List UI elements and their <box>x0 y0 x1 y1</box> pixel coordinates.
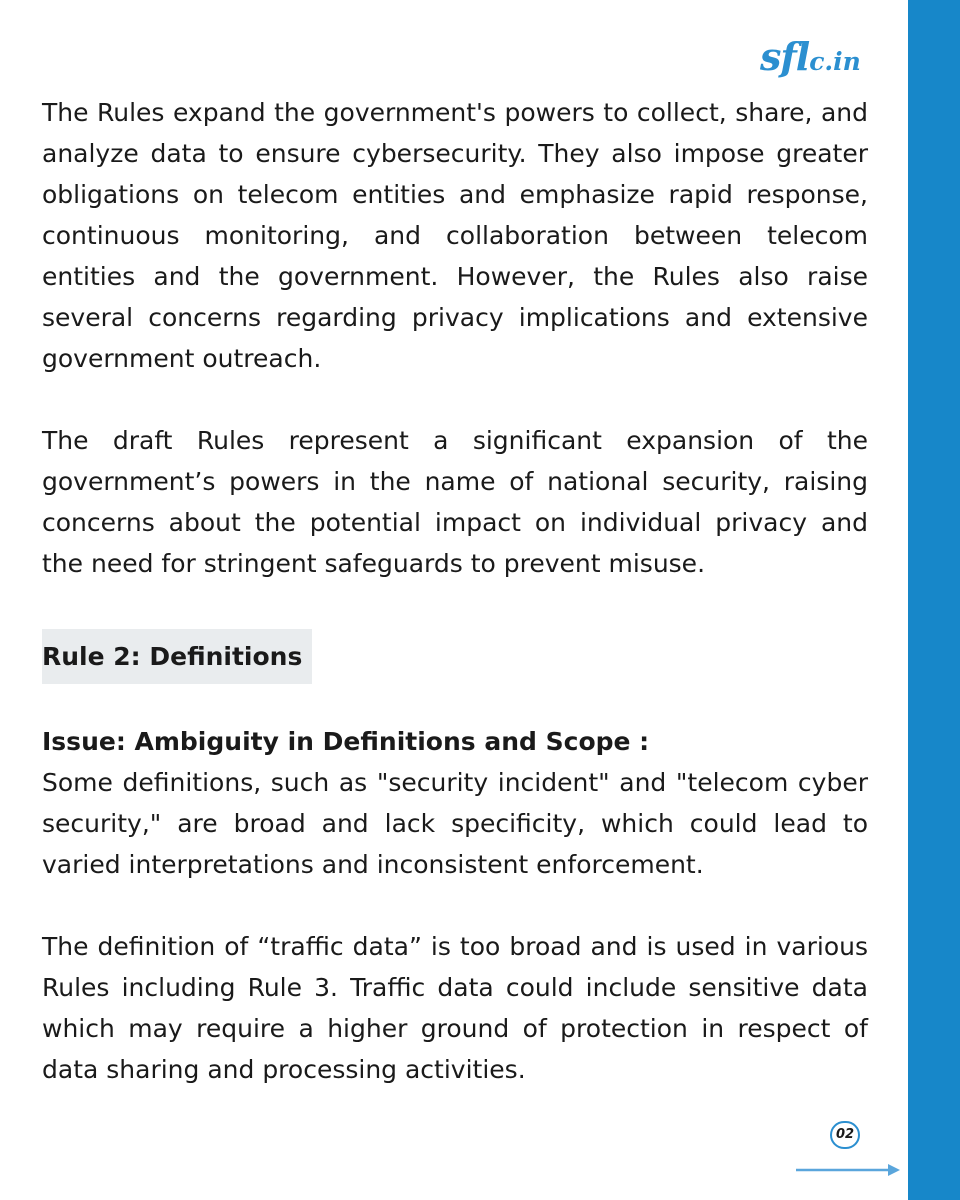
paragraph-spacer <box>42 885 868 926</box>
logo-main-text: sfl <box>760 34 810 79</box>
main-content <box>42 92 868 1090</box>
paragraph-spacer <box>42 688 868 721</box>
page-number-badge: 02 <box>830 1121 860 1149</box>
expansion-paragraph: The draft Rules represent a significant expansion of the government’s powers in the name of national security, raising concerns about the potential impact on individual privacy and the need for stringent safeguards to prevent misuse. <box>42 426 868 578</box>
sflc-logo <box>760 34 861 82</box>
logo-sub-text: c.in <box>809 47 861 76</box>
intro-paragraph: The Rules expand the government's powers to collect, share, and analyze data to ensure cybersecurity. They also impose greater obligations on telecom entities and emphasize rapid response, continuous monitoring, and collaboration between telecom entities and the government. However, the Rules also raise several concerns regarding privacy implications and extensive government outreach. <box>42 98 868 373</box>
traffic-data-paragraph: The definition of “traffic data” is too broad and is used in various Rules including Rule 3. Traffic data could include sensitive data which may require a higher ground of protection in respect of data sharing and processing activities. <box>42 932 868 1084</box>
paragraph-spacer <box>42 379 868 420</box>
paragraph-spacer <box>42 584 868 625</box>
arrow-right-icon[interactable] <box>796 1160 902 1180</box>
issue-heading: Issue: Ambiguity in Definitions and Scope : <box>42 727 650 756</box>
section-heading: Rule 2: Definitions <box>42 629 312 684</box>
side-accent-bar <box>908 0 960 1200</box>
definitions-paragraph: Some definitions, such as "security incident" and "telecom cyber security," are broad and lack specificity, which could lead to varied interpretations and inconsistent enforcement. <box>42 768 868 879</box>
